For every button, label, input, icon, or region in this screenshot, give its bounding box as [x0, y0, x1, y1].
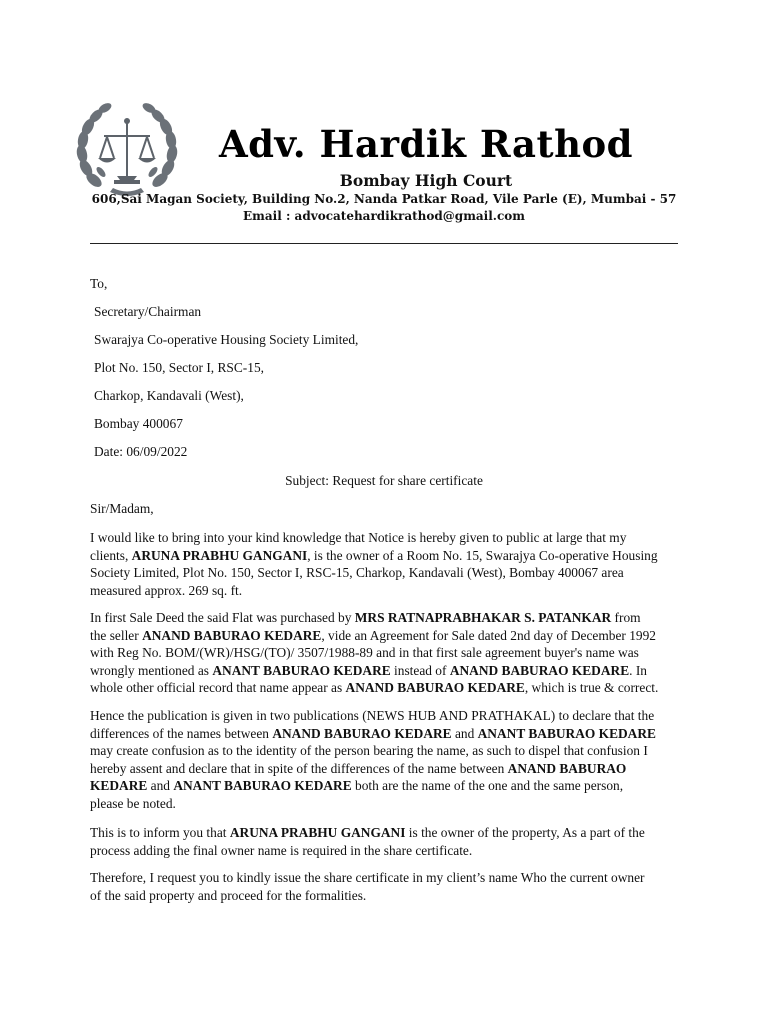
p4-row-1: This is to inform you that ARUNA PRABHU GANGANI is the owner of the property, As a part of the — [90, 825, 645, 840]
paragraph-2 — [90, 609, 690, 697]
p2-row-2: the seller ANAND BABURAO KEDARE, vide an Agreement for Sale dated 2nd day of December 1992 — [90, 627, 657, 643]
p2-row-3: with Reg No. BOM/(WR)/HSG/(TO)/ 3507/1988-89 and in that first sale agreement buyer's name was — [90, 645, 639, 661]
recipient-line-5: Bombay 400067 — [94, 416, 183, 431]
paragraph-4 — [90, 824, 690, 859]
contact-email: Email : advocatehardikrathod@gmail.com — [243, 209, 525, 223]
p3-row-6: please be noted. — [90, 795, 176, 811]
p2-row-4: wrongly mentioned as ANANT BABURAO KEDARE instead of ANAND BABURAO KEDARE. In — [90, 662, 647, 678]
recipient-line-3: Plot No. 150, Sector I, RSC-15, — [94, 360, 264, 375]
p5-row-1: Therefore, I request you to kindly issue the share certificate in my client’s name Who the current owner — [90, 870, 645, 885]
paragraph-5 — [90, 869, 690, 904]
p1-row-2: clients, ARUNA PRABHU GANGANI, is the owner of a Room No. 15, Swarajya Co-operative Housing — [90, 547, 658, 563]
p4-row-2: process adding the final owner name is required in the share certificate. — [90, 842, 473, 858]
p3-row-2: differences of the names between ANAND BABURAO KEDARE and ANANT BABURAO KEDARE — [90, 725, 656, 741]
lawyer-name-heading: Adv. Hardik Rathod — [218, 122, 634, 166]
p2-row-1: In first Sale Deed the said Flat was purchased by MRS RATNAPRABHAKAR S. PATANKAR from — [90, 610, 641, 625]
salutation: Sir/Madam, — [90, 501, 154, 516]
p2-row-5: whole other official record that name appear as ANAND BABURAO KEDARE, which is true & correct. — [90, 680, 659, 696]
paragraph-3 — [90, 707, 690, 813]
p1-row-3: Society Limited, Plot No. 150, Sector I, RSC-15, Charkop, Kandavali (West), Bombay 400067 area — [90, 565, 624, 581]
recipient-line-4: Charkop, Kandavali (West), — [94, 388, 244, 403]
letter-subject: Subject: Request for share certificate — [285, 473, 483, 488]
p5-row-2: of the said property and proceed for the formalities. — [90, 887, 367, 903]
p3-row-1: Hence the publication is given in two publications (NEWS HUB AND PRATHAKAL) to declare that the — [90, 708, 655, 723]
court-name: Bombay High Court — [339, 171, 513, 190]
recipient-line-2: Swarajya Co-operative Housing Society Limited, — [94, 332, 359, 347]
recipient-line-1: Secretary/Chairman — [94, 304, 202, 319]
letter-date: Date: 06/09/2022 — [94, 444, 188, 459]
to-label: To, — [90, 276, 108, 291]
p1-row-1: I would like to bring into your kind knowledge that Notice is hereby given to public at large that my — [90, 530, 627, 545]
p3-row-4: hereby assent and declare that in spite of the differences of the name between ANAND BABURAO — [90, 760, 627, 776]
paragraph-1 — [90, 529, 690, 599]
p1-row-4: measured approx. 269 sq. ft. — [90, 582, 243, 598]
p3-row-5: KEDARE and ANANT BABURAO KEDARE both are the name of the one and the same person, — [90, 778, 624, 794]
p3-row-3: may create confusion as to the identity of the person bearing the name, as such to dispel that confusion I — [90, 743, 648, 759]
letterhead-divider — [90, 243, 678, 244]
office-address: 606,Sai Magan Society, Building No.2, Nanda Patkar Road, Vile Parle (E), Mumbai - 57 — [91, 192, 677, 206]
